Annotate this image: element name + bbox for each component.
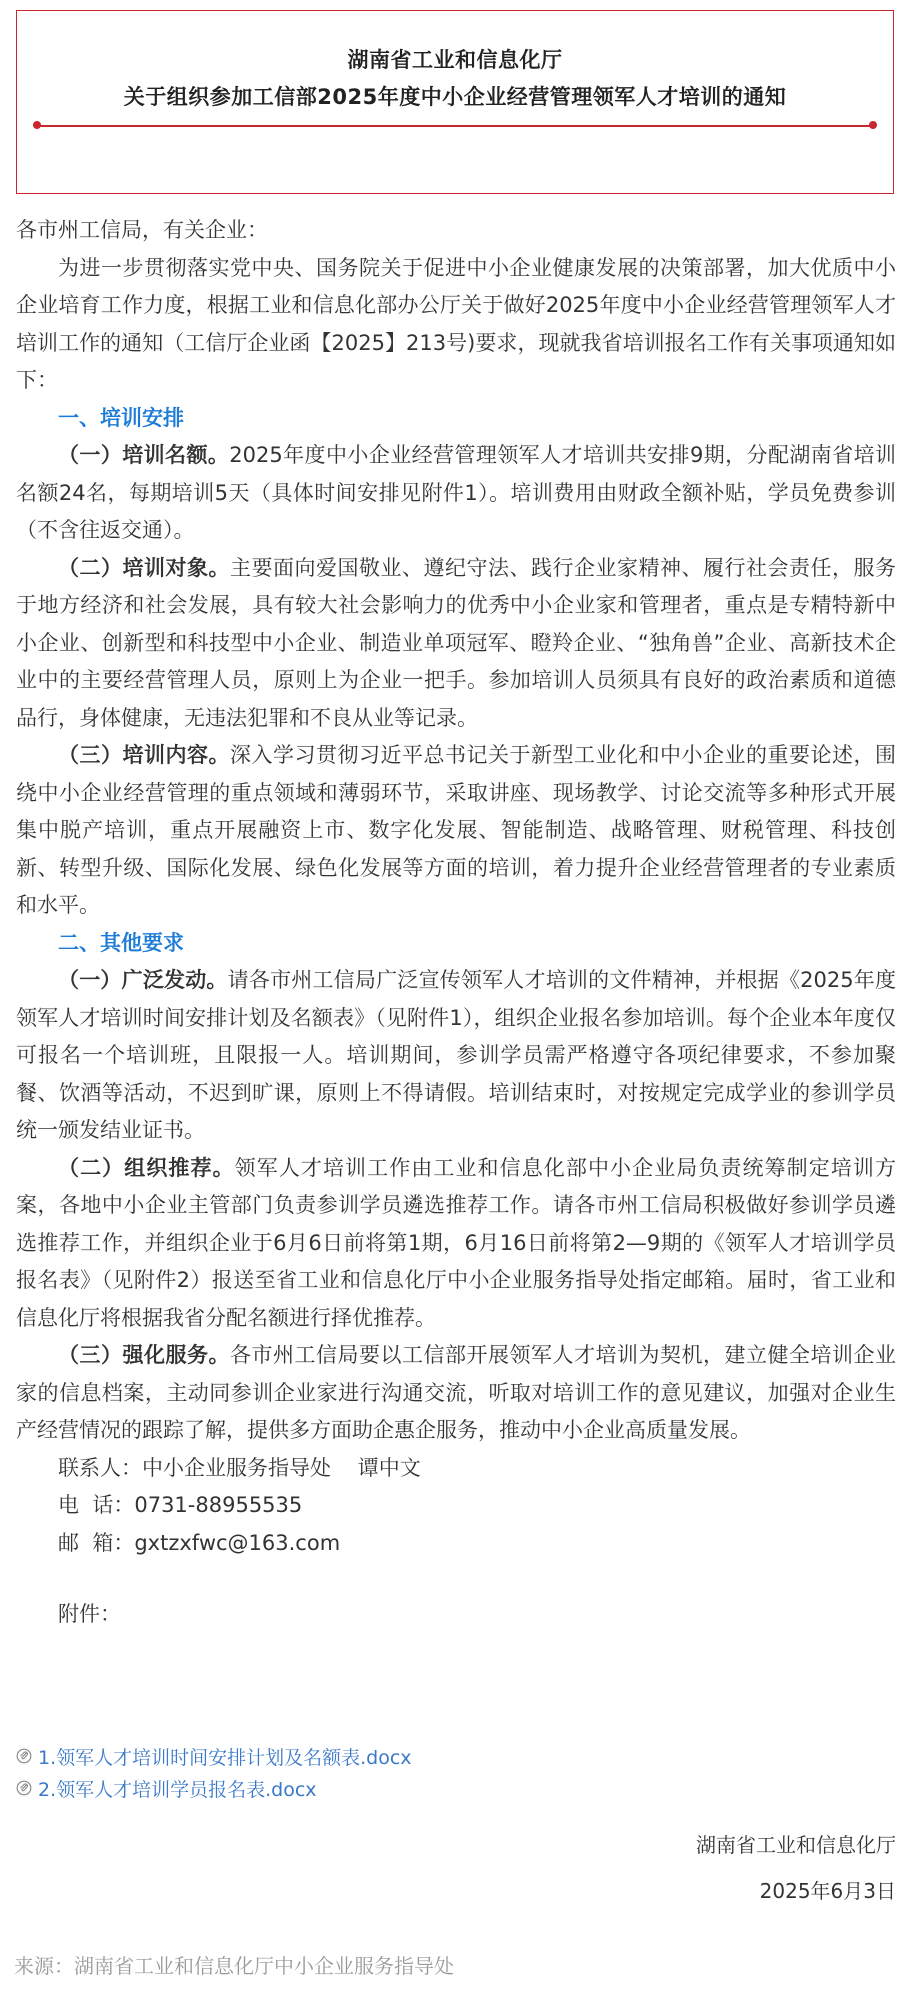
- notice-title: 关于组织参加工信部2025年度中小企业经营管理领军人才培训的通知: [123, 85, 787, 109]
- intro-paragraph: 为进一步贯彻落实党中央、国务院关于促进中小企业健康发展的决策部署，加大优质中小企业培育工作力度，根据工业和信息化部办公厅关于做好2025年度中小企业经营管理领军人才培训工作的通知（工信厅企业函【2025】213号)要求，现就我省培训报名工作有关事项通知如下：: [16, 255, 896, 392]
- paragraph-recommend: [16, 1150, 896, 1338]
- subheading: （三）强化服务。: [58, 1343, 230, 1367]
- contact-phone: 电 话：0731-88955535: [58, 1493, 303, 1517]
- paragraph-text: 请各市州工信局广泛宣传领军人才培训的文件精神，并根据《2025年度领军人才培训时间安排计划及名额表》（见附件1），组织企业报名参加培训。每个企业本年度仅可报名一个培训班，且限报一人。培训期间，参训学员需严格遵守各项纪律要求，不参加聚餐、饮酒等活动，不迟到旷课，原则上不得请假。培训结束时，对按规定完成学业的参训学员统一颁发结业证书。: [16, 968, 896, 1142]
- paperclip-icon: [16, 1780, 32, 1796]
- paragraph-text: 深入学习贯彻习近平总书记关于新型工业化和中小企业的重要论述，围绕中小企业经营管理的重点领域和薄弱环节，采取讲座、现场教学、讨论交流等多种形式开展集中脱产培训，重点开展融资上市、数字化发展、智能制造、战略管理、财税管理、科技创新、转型升级、国际化发展、绿色化发展等方面的培训，着力提升企业经营管理者的专业素质和水平。: [16, 743, 896, 917]
- paragraph-content: [16, 737, 896, 925]
- paragraph-target: [16, 550, 896, 738]
- signature-org: 湖南省工业和信息化厅: [696, 1833, 896, 1857]
- notice-header: [16, 10, 894, 194]
- salutation: 各市州工信局，有关企业：: [16, 218, 268, 242]
- signature-block: [696, 1822, 896, 1914]
- contact-email: 邮 箱：gxtzxfwc@163.com: [58, 1530, 341, 1555]
- paragraph-service: [16, 1337, 896, 1450]
- subheading: （一）广泛发动。: [58, 968, 228, 992]
- attachment-list: [16, 1740, 412, 1804]
- issuing-org: 湖南省工业和信息化厅: [347, 48, 563, 72]
- paragraph-quota: [16, 437, 896, 550]
- source-line: 来源：湖南省工业和信息化厅中小企业服务指导处: [14, 1954, 454, 1978]
- paragraph-text: 主要面向爱国敬业、遵纪守法、践行企业家精神、履行社会责任，服务于地方经济和社会发展，具有较大社会影响力的优秀中小企业家和管理者，重点是专精特新中小企业、创新型和科技型中小企业、制造业单项冠军、瞪羚企业、“独角兽”企业、高新技术企业中的主要经营管理人员，原则上为企业一把手。参加培训人员须具有良好的政治素质和道德品行，身体健康，无违法犯罪和不良从业等记录。: [16, 555, 896, 730]
- paragraph-mobilize: [16, 962, 896, 1150]
- section-heading-requirements: 二、其他要求: [58, 930, 184, 955]
- section-heading-arrangement: 一、培训安排: [58, 405, 184, 430]
- header-divider: [37, 125, 873, 127]
- paragraph-text: 各市州工信局要以工信部开展领军人才培训为契机，建立健全培训企业家的信息档案，主动同参训企业家进行沟通交流，听取对培训工作的意见建议，加强对企业生产经营情况的跟踪了解，提供多方面助企惠企服务，推动中小企业高质量发展。: [16, 1343, 896, 1442]
- attachment-name: 2.领军人才培训学员报名表.docx: [38, 1778, 317, 1801]
- divider-dot-left: [33, 121, 41, 129]
- attachments-label: 附件：: [58, 1602, 121, 1626]
- paperclip-icon: [16, 1748, 32, 1764]
- attachment-link-schedule[interactable]: [16, 1740, 412, 1772]
- paragraph-text: 2025年度中小企业经营管理领军人才培训共安排9期，分配湖南省培训名额24名，每期培训5天（具体时间安排见附件1）。培训费用由财政全额补贴，学员免费参训（不含往返交通）。: [16, 443, 897, 542]
- subheading: （一）培训名额。: [58, 443, 230, 467]
- subheading: （三）培训内容。: [58, 743, 230, 767]
- notice-body: [16, 212, 896, 1634]
- subheading: （二）组织推荐。: [58, 1155, 235, 1180]
- attachment-link-registration[interactable]: [16, 1772, 412, 1804]
- divider-dot-right: [869, 121, 877, 129]
- attachment-name: 1.领军人才培训时间安排计划及名额表.docx: [38, 1746, 412, 1769]
- subheading: （二）培训对象。: [58, 555, 230, 580]
- paragraph-text: 领军人才培训工作由工业和信息化部中小企业局负责统筹制定培训方案，各地中小企业主管部门负责参训学员遴选推荐工作。请各市州工信局积极做好参训学员遴选推荐工作，并组织企业于6月6日前将第1期，6月16日前将第2—9期的《领军人才培训学员报名表》（见附件2）报送至省工业和信息化厅中小企业服务指导处指定邮箱。届时，省工业和信息化厅将根据我省分配名额进行择优推荐。: [16, 1155, 897, 1330]
- contact-person: 联系人：中小企业服务指导处 谭中文: [58, 1455, 421, 1480]
- signature-date: 2025年6月3日: [759, 1879, 896, 1903]
